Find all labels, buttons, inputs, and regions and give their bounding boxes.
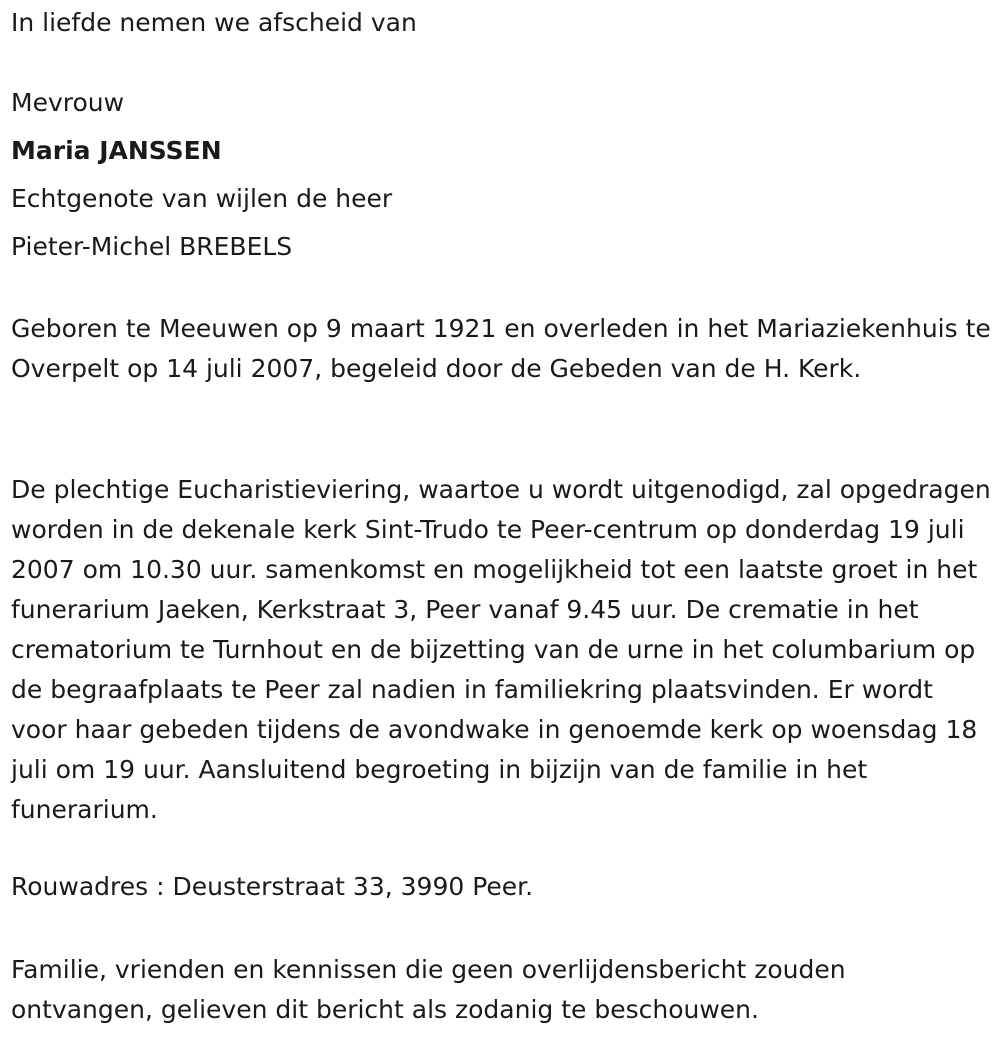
spouse-name: Pieter-Michel BREBELS [11,232,293,261]
mourning-address: Rouwadres : Deusterstraat 33, 3990 Peer. [11,872,534,901]
salutation: Mevrouw [11,88,125,117]
deceased-name: Maria JANSSEN [11,136,222,165]
birth-death-paragraph: Geboren te Meeuwen op 9 maart 1921 en overleden in het Mariaziekenhuis te Overpelt op 14 juli 2007, begeleid door de Gebeden van de H. Kerk. [11,314,991,383]
ceremony-paragraph: De plechtige Eucharistieviering, waartoe u wordt uitgenodigd, zal opgedragen worden in de dekenale kerk Sint-Trudo te Peer-centrum op donderdag 19 juli 2007 om 10.30 uur. samenkomst en mogelijkheid tot een laatste groet in het funerarium Jaeken, Kerkstraat 3, Peer vanaf 9.45 uur. De crematie in het crematorium te Turnhout en de bijzetting van de urne in het columbarium op de begraafplaats te Peer zal nadien in familiekring plaatsvinden. Er wordt voor haar gebeden tijdens de avondwake in genoemde kerk op woensdag 18 juli om 19 uur. Aansluitend begroeting in bijzijn van de familie in het funerarium. [11,475,991,824]
closing-paragraph: Familie, vrienden en kennissen die geen overlijdensbericht zouden ontvangen, gelieven dit bericht als zodanig te beschouwen. [11,955,846,1024]
spouse-prefix: Echtgenote van wijlen de heer [11,184,393,213]
intro-text: In liefde nemen we afscheid van [11,8,417,37]
